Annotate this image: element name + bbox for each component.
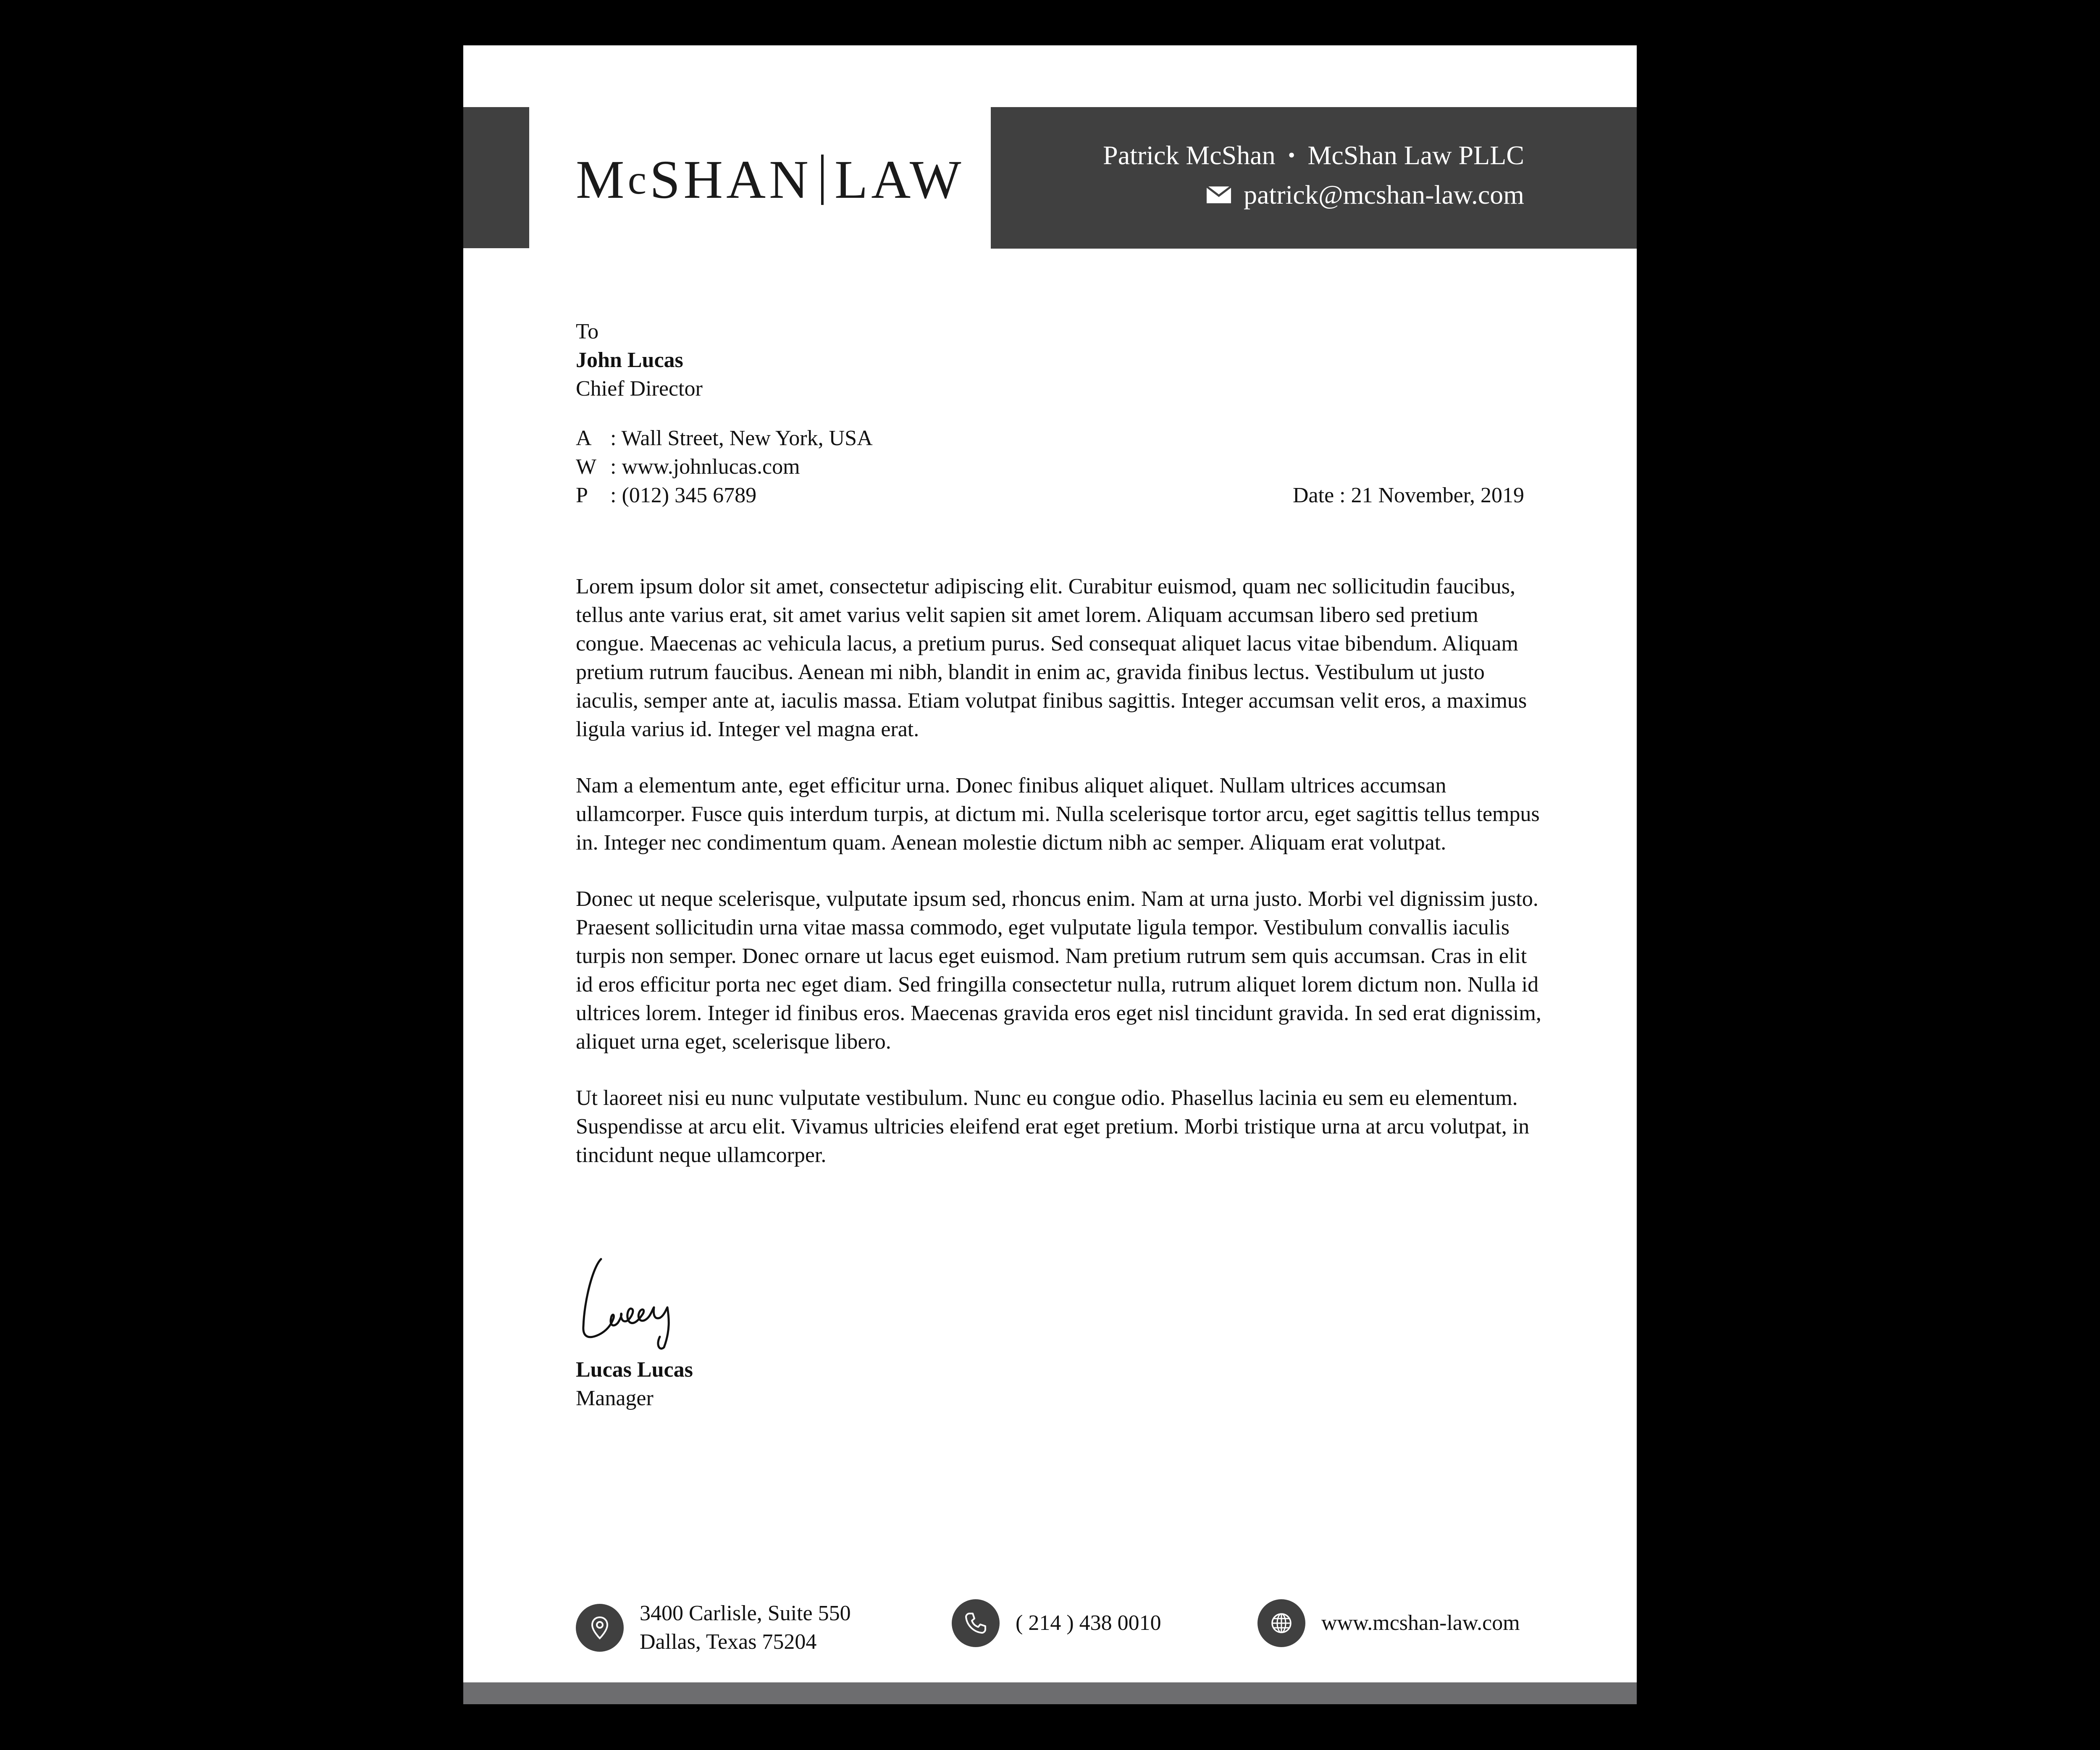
header-contact-box xyxy=(991,107,1637,249)
recipient-label: To xyxy=(576,320,599,344)
letterhead-page xyxy=(463,45,1637,1704)
signer-name: Lucas Lucas xyxy=(576,1358,693,1382)
header-email-line xyxy=(1207,179,1524,210)
footer-address-line2: Dallas, Texas 75204 xyxy=(640,1630,817,1654)
body-paragraph: Donec ut neque scelerisque, vulputate ipsum sed, rhoncus enim. Nam at urna justo. Morbi vel dignissim justo. Praesent sollicitudin urna vitae massa commodo, eget vulputate ligula tempor. Vestibulum convallis iaculis turpis non semper. Donec ornare ut lacus eget euismod. Nam pretium rutrum sem quis accumsan. Cras in elit id eros efficitur porta nec eget diam. Sed fringilla consectetur nulla, rutrum aliquet lorem dictum non. Nulla id ultrices lorem. Integer id finibus eros. Maecenas gravida eros eget nisl tincidunt gravida. In sed erat dignissim, aliquet urna eget, scelerisque libero. xyxy=(576,887,1541,1054)
location-pin-icon xyxy=(586,1614,614,1642)
handwritten-signature xyxy=(576,1251,689,1351)
header-left-tab xyxy=(463,107,529,248)
header-sender-line xyxy=(1103,140,1524,171)
header-separator: • xyxy=(1288,144,1295,166)
contact-row-address: A : Wall Street, New York, USA xyxy=(576,426,873,450)
footer-website xyxy=(1257,1599,1520,1647)
recipient-name: John Lucas xyxy=(576,348,683,372)
sender-email[interactable]: patrick@mcshan-law.com xyxy=(1244,180,1524,210)
sender-name: Patrick McShan xyxy=(1103,140,1276,170)
footer-phone xyxy=(952,1599,1161,1647)
footer-phone-number[interactable]: ( 214 ) 438 0010 xyxy=(1016,1611,1161,1635)
footer-address-line1: 3400 Carlisle, Suite 550 xyxy=(640,1601,851,1625)
recipient-title: Chief Director xyxy=(576,377,703,401)
contact-row-website: W : www.johnlucas.com xyxy=(576,455,800,479)
footer-address xyxy=(576,1599,851,1656)
company-logo: M c SHAN LAW xyxy=(576,150,965,210)
footer-website-link[interactable]: www.mcshan-law.com xyxy=(1321,1611,1520,1635)
footer-bar xyxy=(463,1682,1637,1704)
recipient-contacts xyxy=(576,424,873,510)
sender-company: McShan Law PLLC xyxy=(1307,140,1524,170)
signer-title: Manager xyxy=(576,1386,654,1410)
envelope-icon xyxy=(1207,186,1231,203)
letter-date: Date : 21 November, 2019 xyxy=(1292,483,1524,507)
globe-icon xyxy=(1268,1609,1295,1637)
body-paragraph: Ut laoreet nisi eu nunc vulputate vestibulum. Nunc eu congue odio. Phasellus lacinia eu sem eu elementum. Suspendisse at arcu elit. Vivamus ultricies eleifend erat eget pretium. Morbi tristique urna at arcu volutpat, in tincidunt neque ullamcorper. xyxy=(576,1086,1530,1167)
signer-block xyxy=(576,1356,693,1413)
phone-icon xyxy=(962,1609,990,1637)
body-paragraph: Nam a elementum ante, eget efficitur urna. Donec finibus aliquet aliquet. Nullam ultrices accumsan ullamcorper. Fusce quis interdum turpis, at dictum mi. Nulla scelerisque tortor arcu, eget sagittis tellus tempus in. Integer nec condimentum quam. Aenean molestie dictum nibh ac semper. Aliquam erat volutpat. xyxy=(576,774,1540,855)
contact-row-phone: P : (012) 345 6789 xyxy=(576,483,757,507)
recipient-block xyxy=(576,317,703,403)
logo-divider xyxy=(821,155,824,205)
letter-body xyxy=(576,572,1542,1197)
body-paragraph: Lorem ipsum dolor sit amet, consectetur adipiscing elit. Curabitur euismod, quam nec sollicitudin faucibus, tellus ante varius erat, sit amet varius velit sapien sit amet lorem. Aliquam accumsan libero sed pretium congue. Maecenas ac vehicula lacus, a pretium purus. Sed consequat aliquet lacus vitae bibendum. Aliquam pretium rutrum faucibus. Aenean mi nibh, blandit in enim ac, gravida finibus lectus. Vestibulum ut justo iaculis, semper ante at, iaculis massa. Etiam volutpat finibus sagittis. Integer accumsan velit eros, a maximus ligula varius id. Integer vel magna erat. xyxy=(576,575,1527,741)
